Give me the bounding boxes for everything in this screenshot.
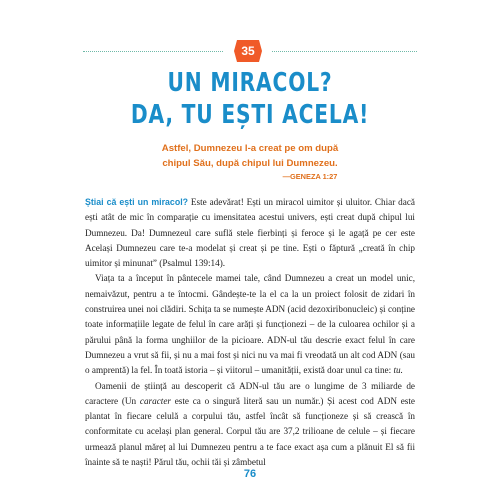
- verse-line-1: Astfel, Dumnezeu l-a creat pe om după: [161, 143, 339, 154]
- title-line-1: UN MIRACOL?: [167, 68, 333, 98]
- title-line-2: DA, TU EȘTI ACELA!: [130, 100, 370, 130]
- chapter-divider-right: [272, 51, 417, 52]
- page-number: 76: [243, 468, 257, 480]
- paragraph-3-italic: caracter: [139, 395, 171, 406]
- paragraph-3-text-a: Oamenii de știință au descoperit că ADN-ul tău are o lungime de 3 miliarde de caractere (Un: [85, 380, 415, 406]
- chapter-number: 35: [241, 44, 255, 58]
- chapter-number-badge: [233, 38, 263, 64]
- lead-question: Știai că ești un miracol?: [85, 197, 189, 207]
- paragraph-3-text-b: este ca o singură literă sau un număr.) Și acest cod ADN este plantat în fiecare celulă a corpului tău, astfel încât să funcționeze și să crească în conformitate cu același plan general. Corpul tău are 37,2 trilioane de celule – și fiecare urmează planul măreț al lui Dumnezeu pentru a te face exact așa cum a plănuit El să fii înainte să te naști! Părul tău, ochii tăi și zâmbetul: [85, 395, 415, 468]
- paragraph-2: [85, 271, 415, 378]
- paragraph-2-text: Viața ta a început în pântecele mamei tale, când Dumnezeu a creat un model unic, nemaivăzut, pentru a te întocmi. Gândește-te la el ca la un proiect folosit de zidari în construirea unei noi clădiri. Schița ta se numește ADN (acid dezoxiribonucleic) și conține toate informațiile legate de felul în care arăți și funcționezi – de la culoarea ochilor și a părului până la forma unghiilor de la picioare. ADN-ul tău descrie exact felul în care Dumnezeu a vrut să fii, și nu a mai fost și nici nu va mai fi vreodată un alt cod ADN (sau o amprentă) la fel. În toată istoria – și viitorul – umanității, există doar unul ca tine:: [85, 273, 415, 376]
- paragraph-1: [85, 195, 415, 271]
- chapter-divider-left: [83, 51, 223, 52]
- verse-reference: —GENEZA 1:27: [282, 172, 338, 181]
- paragraph-2-emphasis: tu.: [393, 365, 403, 376]
- paragraph-1-text: Este adevărat! Ești un miracol uimitor și uluitor. Chiar dacă ești atât de mic în comparație cu imensitatea acestui univers, ești creat după chipul lui Dumnezeu. Da! Dumnezeul care suflă stele fierbinți și feroce și le agață pe cer este Același Dumnezeu care te-a modelat și creat și pe tine. Ești o făptură „creată în chip uimitor și minunat” (Psalmul 139:14).: [85, 197, 415, 269]
- paragraph-3: [85, 379, 415, 471]
- body-text: [85, 195, 415, 470]
- verse-line-2: chipul Său, după chipul lui Dumnezeu.: [162, 158, 338, 169]
